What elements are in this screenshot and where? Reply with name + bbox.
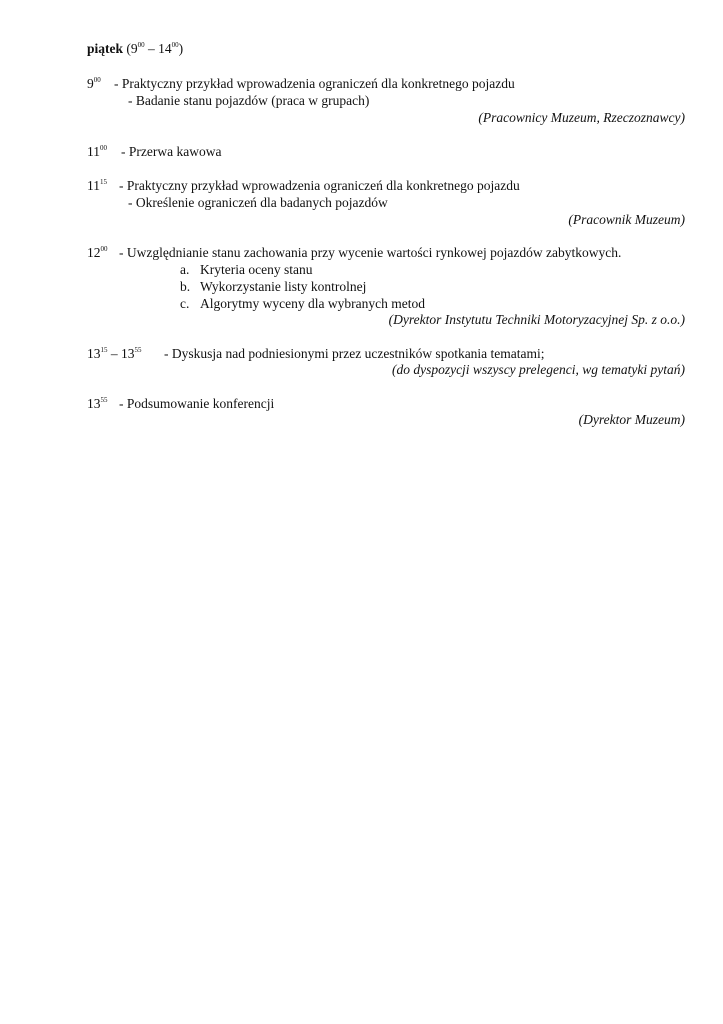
session-title: - Dyskusja nad podniesionymi przez uczestników spotkania tematami; [164,346,545,361]
session-speaker: (Pracownik Muzeum) [568,212,685,227]
session-time: $11^{15}$ [87,178,107,193]
session-subtitle: - Określenie ograniczeń dla badanych pojazdów [128,195,388,210]
session-title: - Praktyczny przykład wprowadzenia ograniczeń dla konkretnego pojazdu [119,178,520,193]
session-time: $13^{55}$ [87,396,108,411]
session-speaker: (Dyrektor Instytutu Techniki Motoryzacyjnej Sp. z o.o.) [388,312,685,327]
session-time: $11^{00}$ [87,144,107,159]
list-item: a. Kryteria oceny stanu [180,262,313,277]
session-subtitle: - Badanie stanu pojazdów (praca w grupach) [128,93,370,108]
session-speaker: (do dyspozycji wszyscy prelegenci, wg tematyki pytań) [391,362,685,377]
session-title: - Uwzględnianie stanu zachowania przy wycenie wartości rynkowej pojazdów zabytkowych. [119,245,622,260]
session-title: - Podsumowanie konferencji [119,396,275,411]
session-title: - Przerwa kawowa [121,144,222,159]
day-label: piątek [87,41,124,56]
list-item: c. Algorytmy wyceny dla wybranych metod [180,296,425,311]
session-time: $13^{15} - 13^{55}$ [87,346,142,361]
session-title: - Praktyczny przykład wprowadzenia ograniczeń dla konkretnego pojazdu [114,76,515,91]
session-speaker: (Pracownicy Muzeum, Rzeczoznawcy) [478,110,685,125]
day-header: piątek $(9^{00} - 14^{00})$ [87,41,184,56]
session-time: $12^{00}$ [87,245,108,260]
list-item: b. Wykorzystanie listy kontrolnej [180,279,367,294]
session-speaker: (Dyrektor Muzeum) [578,412,685,427]
session-time: $9^{00}$ [87,76,101,91]
